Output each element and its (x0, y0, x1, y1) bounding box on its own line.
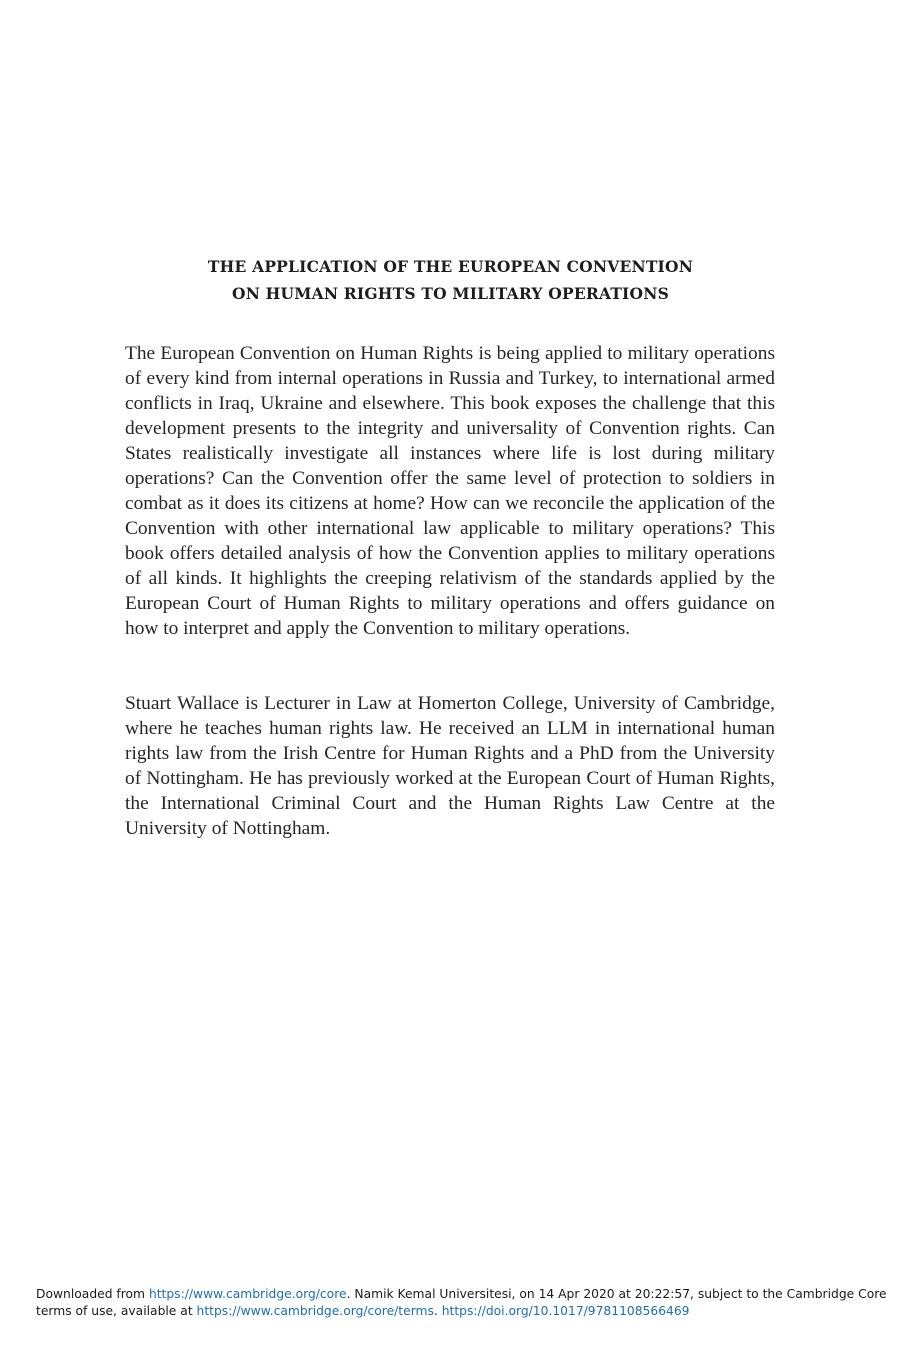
footer-terms-prefix: terms of use, available at (36, 1304, 197, 1318)
cambridge-core-link[interactable]: https://www.cambridge.org/core (148, 1287, 347, 1301)
footer-separator: . (433, 1304, 442, 1318)
download-footer (36, 1286, 887, 1320)
title-line-2: ON HUMAN RIGHTS TO MILITARY OPERATIONS (232, 284, 669, 303)
footer-access-info: . Namik Kemal Universitesi, on 14 Apr 2020 at 20:22:57, subject to the Cambridge Core (346, 1287, 887, 1301)
terms-link[interactable]: https://www.cambridge.org/core/terms (196, 1304, 434, 1318)
book-summary-paragraph: The European Convention on Human Rights is being applied to military operations of every kind from internal operations in Russia and Turkey, to international armed conflicts in Iraq, Ukraine and elsewhere. This book exposes the challenge that this development presents to the integrity and universality of Convention rights. Can States realistically investigate all instances where life is lost during military operations? Can the Convention offer the same level of protection to soldiers in combat as it does its citizens at home? How can we reconcile the application of the Convention with other international law applicable to military operations? This book offers detailed analysis of how the Convention applies to military operations of all kinds. It highlights the creeping relativism of the standards applied by the European Court of Human Rights to military operations and offers guidance on how to interpret and apply the Convention to military operations. (125, 343, 775, 639)
doi-link[interactable]: https://doi.org/10.1017/9781108566469 (441, 1304, 690, 1318)
page-title (0, 253, 901, 307)
footer-line-1 (36, 1286, 887, 1303)
title-line-1: THE APPLICATION OF THE EUROPEAN CONVENTION (207, 257, 694, 276)
author-bio-paragraph: Stuart Wallace is Lecturer in Law at Homerton College, University of Cambridge, where he teaches human rights law. He received an LLM in international human rights law from the Irish Centre for Human Rights and a PhD from the University of Nottingham. He has previously worked at the European Court of Human Rights, the International Criminal Court and the Human Rights Law Centre at the University of Nottingham. (125, 693, 775, 839)
footer-prefix: Downloaded from (36, 1287, 149, 1301)
footer-line-2 (36, 1303, 876, 1320)
